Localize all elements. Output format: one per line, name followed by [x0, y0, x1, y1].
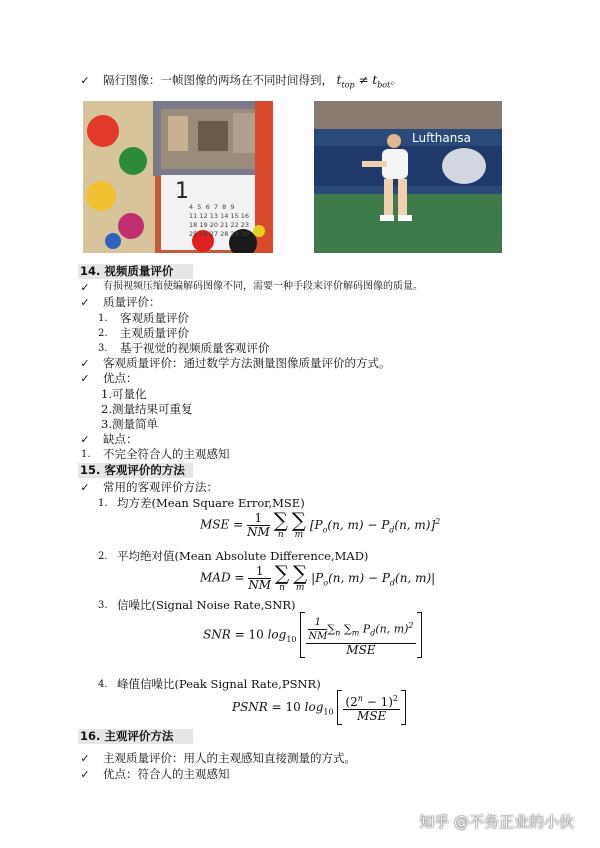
check-icon: ✓ [80, 281, 90, 294]
pros-item: 2.测量结果可重复 [101, 402, 193, 416]
section-14-item: 有损视频压缩使编解码图像不同，需要一种手段来评价解码图像的质量。 [103, 281, 423, 292]
pros-item: 3.测量简单 [101, 417, 158, 431]
check-icon: ✓ [80, 296, 90, 309]
calendar-row: 4 5 6 7 8 9 [189, 203, 235, 211]
method-psnr-label: 峰值信噪比(Peak Signal Rate,PSNR) [117, 677, 321, 691]
methods-intro: 常用的客观评价方法： [103, 480, 218, 494]
cons-item: 不完全符合人的主观感知 [103, 447, 230, 461]
check-icon: ✓ [80, 372, 90, 385]
list-number: 2. [98, 551, 108, 562]
mad-body: $|P_o(n$, $m) - P_d(n$, m)| [311, 570, 436, 587]
section-14-item: 质量评价： [103, 295, 161, 309]
check-icon: ✓ [80, 481, 90, 494]
check-icon: ✓ [80, 768, 90, 781]
section-16-heading: 16. 主观评价方法 [78, 729, 193, 744]
list-number: 3. [98, 600, 108, 611]
interlaced-calendar-image [83, 101, 273, 253]
list-number: 1. [98, 498, 108, 509]
list-number: 3. [98, 343, 108, 354]
zhihu-watermark: 知乎 @不务正业的小伙 [419, 813, 574, 831]
interlaced-tennis-image [314, 101, 502, 253]
check-icon: ✓ [80, 433, 90, 446]
calendar-month-number: 1 [175, 179, 189, 204]
snr-formula: SNR = 10 $\log_{10}$ $\frac{1}{NM}$ $\sum_n$ $\sum_m$ $P_d(n$, m)$^2$ MSE [203, 612, 422, 658]
intro-formula: $t_{top} \ne t_{bot}$。 [336, 73, 403, 90]
mse-formula: MSE = $\frac{1}{NM}$ ∑ n ∑ m [$P_o(n$, $m) - P_d(n$, m)]$^2$ [200, 508, 441, 540]
list-number: 2. [98, 328, 108, 339]
psnr-formula: PSNR = 10 $\log_{10}$ $\frac{(2^n - 1)^2}{\text{MSE}}$ [232, 690, 406, 725]
method-snr-label: 信噪比(Signal Noise Rate,SNR) [117, 598, 296, 612]
arena-banner: Lufthansa [412, 131, 471, 145]
cons-label: 缺点： [103, 432, 138, 446]
pros-label: 优点： [103, 371, 138, 385]
mad-formula: MAD = $\frac{1}{NM}$ ∑ n ∑ m $|P_o(n$, $m) - P_d(n$, m)| [200, 561, 436, 593]
mse-body: [$P_o(n$, $m) - P_d(n$, m)]$^2$ [309, 516, 441, 534]
check-icon: ✓ [80, 357, 90, 370]
calendar-row: 18 19 20 21 22 23 [189, 221, 250, 229]
calendar-row: 25 26 27 28 29 30 [189, 230, 250, 238]
method-mse-label: 均方差(Mean Square Error,MSE) [117, 496, 305, 510]
check-icon: ✓ [80, 752, 90, 765]
list-number: 1. [81, 449, 91, 460]
list-number: 1. [98, 313, 108, 324]
list-item: 客观质量评价 [120, 311, 189, 325]
section-15-heading: 15. 客观评价的方法 [78, 463, 193, 478]
check-icon: ✓ [80, 74, 90, 87]
intro-text [103, 73, 402, 92]
list-item: 主观质量评价 [120, 326, 189, 340]
intro-label: 隔行图像：一帧图像的两场在不同时间得到， [103, 73, 333, 87]
objective-definition: 客观质量评价：通过数学方法测量图像质量评价的方式。 [103, 356, 391, 370]
list-number: 4. [98, 679, 108, 690]
method-mad-label: 平均绝对值(Mean Absolute Difference,MAD) [117, 549, 369, 563]
calendar-grid [189, 203, 249, 239]
section-16-item: 主观质量评价：用人的主观感知直接测量的方式。 [103, 751, 356, 765]
section-16-item: 优点：符合人的主观感知 [103, 767, 230, 781]
list-item: 基于视觉的视频质量客观评价 [120, 341, 270, 355]
calendar-row: 11 12 13 14 15 16 [189, 212, 250, 220]
section-14-heading: 14. 视频质量评价 [78, 264, 193, 279]
pros-item: 1.可量化 [101, 387, 147, 401]
